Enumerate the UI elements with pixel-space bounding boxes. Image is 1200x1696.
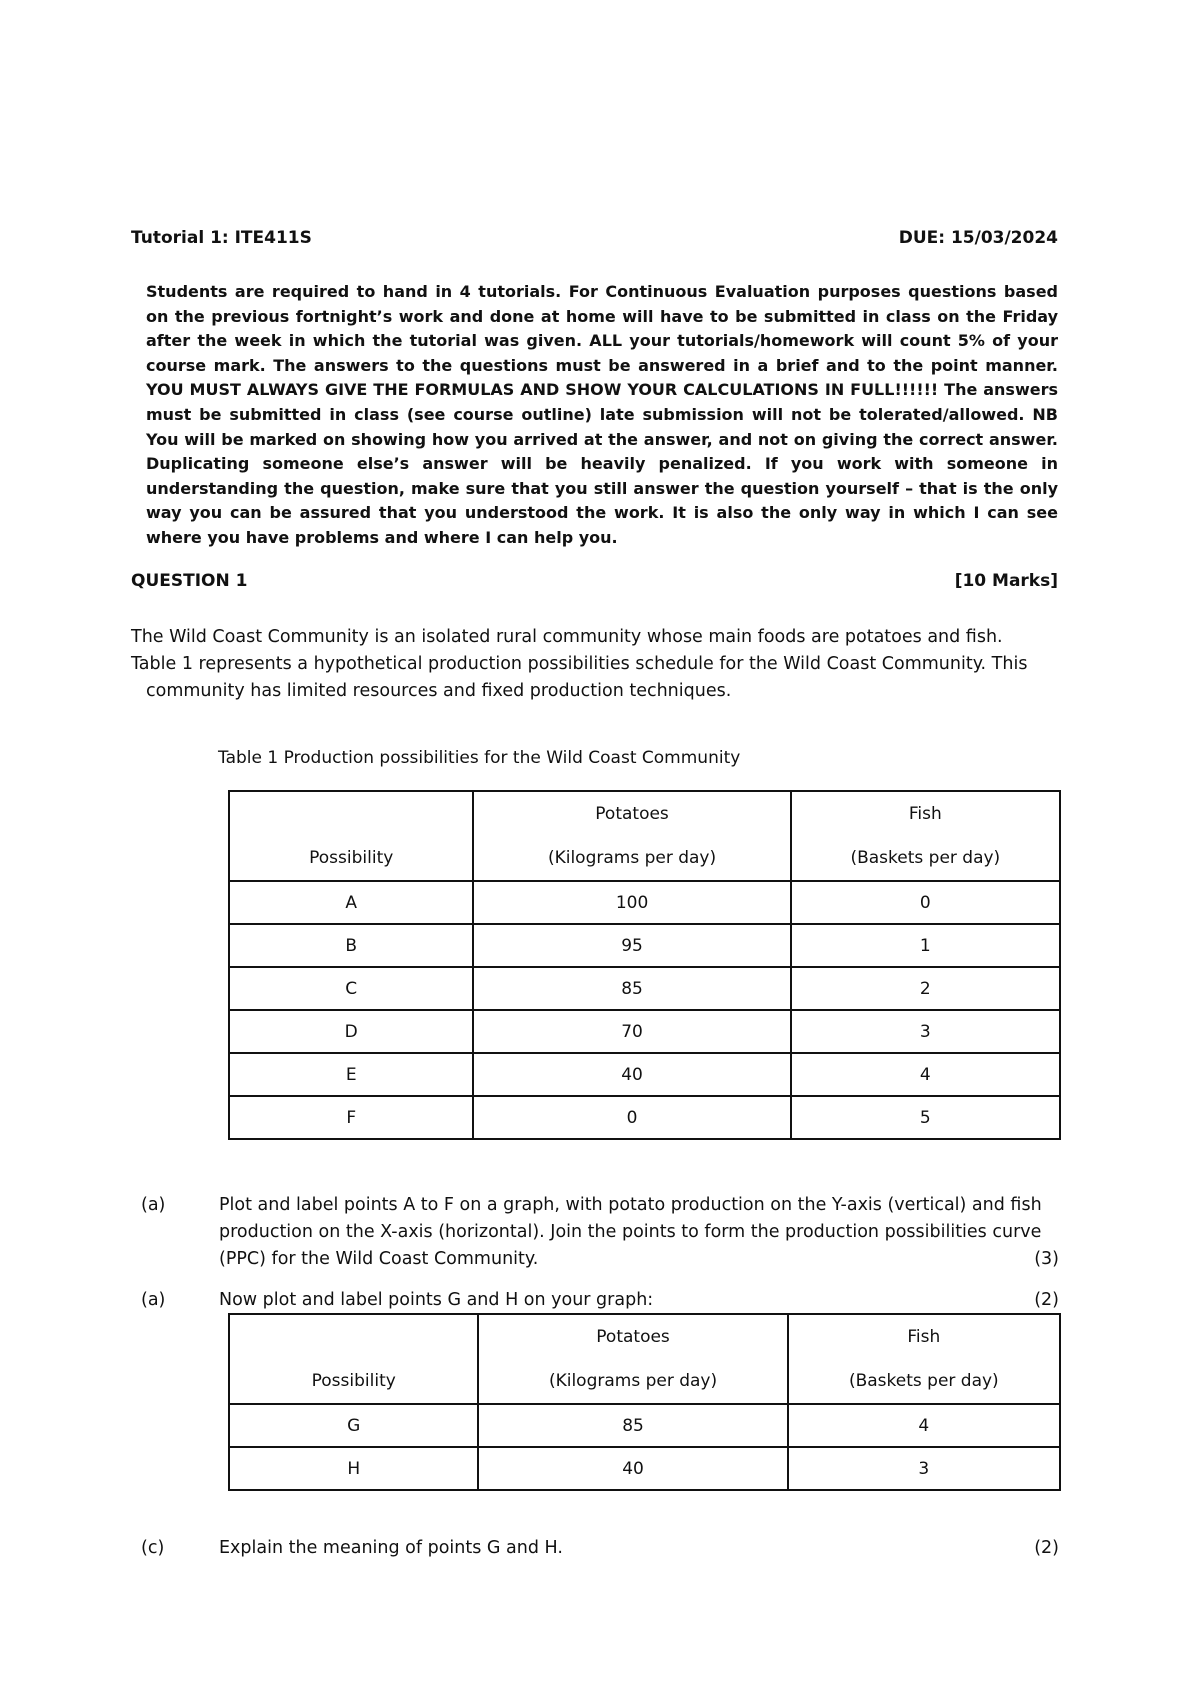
question-paragraph-1: The Wild Coast Community is an isolated rural community whose main foods are potatoes and fish.: [131, 627, 1003, 647]
table-cell: 100: [473, 881, 790, 924]
item-label: (a): [141, 1195, 166, 1215]
table-cell: 4: [788, 1404, 1060, 1447]
table-cell: 2: [791, 967, 1060, 1010]
item-marks: (2): [1034, 1538, 1059, 1558]
table-row: [229, 1096, 1060, 1139]
question-item-a2: [141, 1287, 1059, 1314]
document-header: [131, 228, 1058, 252]
table-row: [229, 1010, 1060, 1053]
table-cell: 5: [791, 1096, 1060, 1139]
table-cell: 85: [473, 967, 790, 1010]
table-cell: G: [229, 1404, 478, 1447]
tutorial-title: Tutorial 1: ITE411S: [131, 228, 312, 248]
paragraph-line: Table 1 represents a hypothetical production possibilities schedule for the Wild Coast Community. This: [131, 654, 1028, 674]
table-cell: 1: [791, 924, 1060, 967]
table-row: [229, 1447, 1060, 1490]
table-cell: 0: [473, 1096, 790, 1139]
table-cell: A: [229, 881, 473, 924]
item-marks: (3): [1034, 1249, 1059, 1269]
table-cell: 70: [473, 1010, 790, 1053]
table-cell: 0: [791, 881, 1060, 924]
table-cell: 95: [473, 924, 790, 967]
instructions-paragraph: Students are required to hand in 4 tutorials. For Continuous Evaluation purposes questions based on the previous fortnight’s work and done at home will have to be submitted in class on the Friday after the week in which the tutorial was given. ALL your tutorials/homework will count 5% of your course mark. The answers to the questions must be answered in a brief and to the point manner. YOU MUST ALWAYS GIVE THE FORMULAS AND SHOW YOUR CALCULATIONS IN FULL!!!!!! The answers must be submitted in class (see course outline) late submission will not be tolerated/allowed. NB You will be marked on showing how you arrived at the answer, and not on giving the correct answer. Duplicating someone else’s answer will be heavily penalized. If you work with someone in understanding the question, make sure that you still answer the question yourself – that is the only way you can be assured that you understood the work. It is also the only way in which I can see where you have problems and where I can help you.: [146, 282, 1058, 547]
item-text: Now plot and label points G and H on your graph:: [219, 1290, 654, 1310]
points-g-h-table: [228, 1313, 1061, 1491]
table-row: [229, 1404, 1060, 1447]
table-cell: E: [229, 1053, 473, 1096]
table-cell: H: [229, 1447, 478, 1490]
table-cell: 40: [478, 1447, 787, 1490]
table-row: [229, 967, 1060, 1010]
table-cell: 40: [473, 1053, 790, 1096]
table-cell: B: [229, 924, 473, 967]
question-item-a: [141, 1192, 1059, 1276]
item-label: (c): [141, 1538, 165, 1558]
item-label: (a): [141, 1290, 166, 1310]
header-cell: Potatoes (Kilograms per day): [473, 791, 790, 881]
table-cell: 3: [791, 1010, 1060, 1053]
question-paragraph-2: [131, 651, 1061, 705]
item-marks: (2): [1034, 1290, 1059, 1310]
due-date: DUE: 15/03/2024: [898, 228, 1058, 248]
item-text: Plot and label points A to F on a graph, with potato production on the Y-axis (vertical) and fish production on the X-axis (horizontal). Join the points to form the production possibilities curve (PPC) for the Wild Coast Community.: [219, 1195, 1042, 1269]
table-cell: F: [229, 1096, 473, 1139]
table-row: [229, 924, 1060, 967]
question-label: QUESTION 1: [131, 571, 248, 591]
header-cell: Fish (Baskets per day): [791, 791, 1060, 881]
header-cell: Potatoes (Kilograms per day): [478, 1314, 787, 1404]
table-row: [229, 1053, 1060, 1096]
table-cell: 4: [791, 1053, 1060, 1096]
table-header-row: [229, 791, 1060, 881]
question-item-c: [141, 1535, 1059, 1562]
question-marks: [10 Marks]: [954, 571, 1058, 591]
item-text: Explain the meaning of points G and H.: [219, 1538, 563, 1558]
header-cell: Possibility: [229, 1314, 478, 1404]
production-possibilities-table: [228, 790, 1061, 1140]
question-header: [131, 571, 1058, 595]
table-caption: Table 1 Production possibilities for the Wild Coast Community: [218, 748, 741, 768]
table-row: [229, 881, 1060, 924]
table-cell: D: [229, 1010, 473, 1053]
table-cell: C: [229, 967, 473, 1010]
header-cell: Possibility: [229, 791, 473, 881]
table-header-row: [229, 1314, 1060, 1404]
header-cell: Fish (Baskets per day): [788, 1314, 1060, 1404]
table-cell: 3: [788, 1447, 1060, 1490]
table-cell: 85: [478, 1404, 787, 1447]
paragraph-line: community has limited resources and fixed production techniques.: [146, 681, 732, 701]
